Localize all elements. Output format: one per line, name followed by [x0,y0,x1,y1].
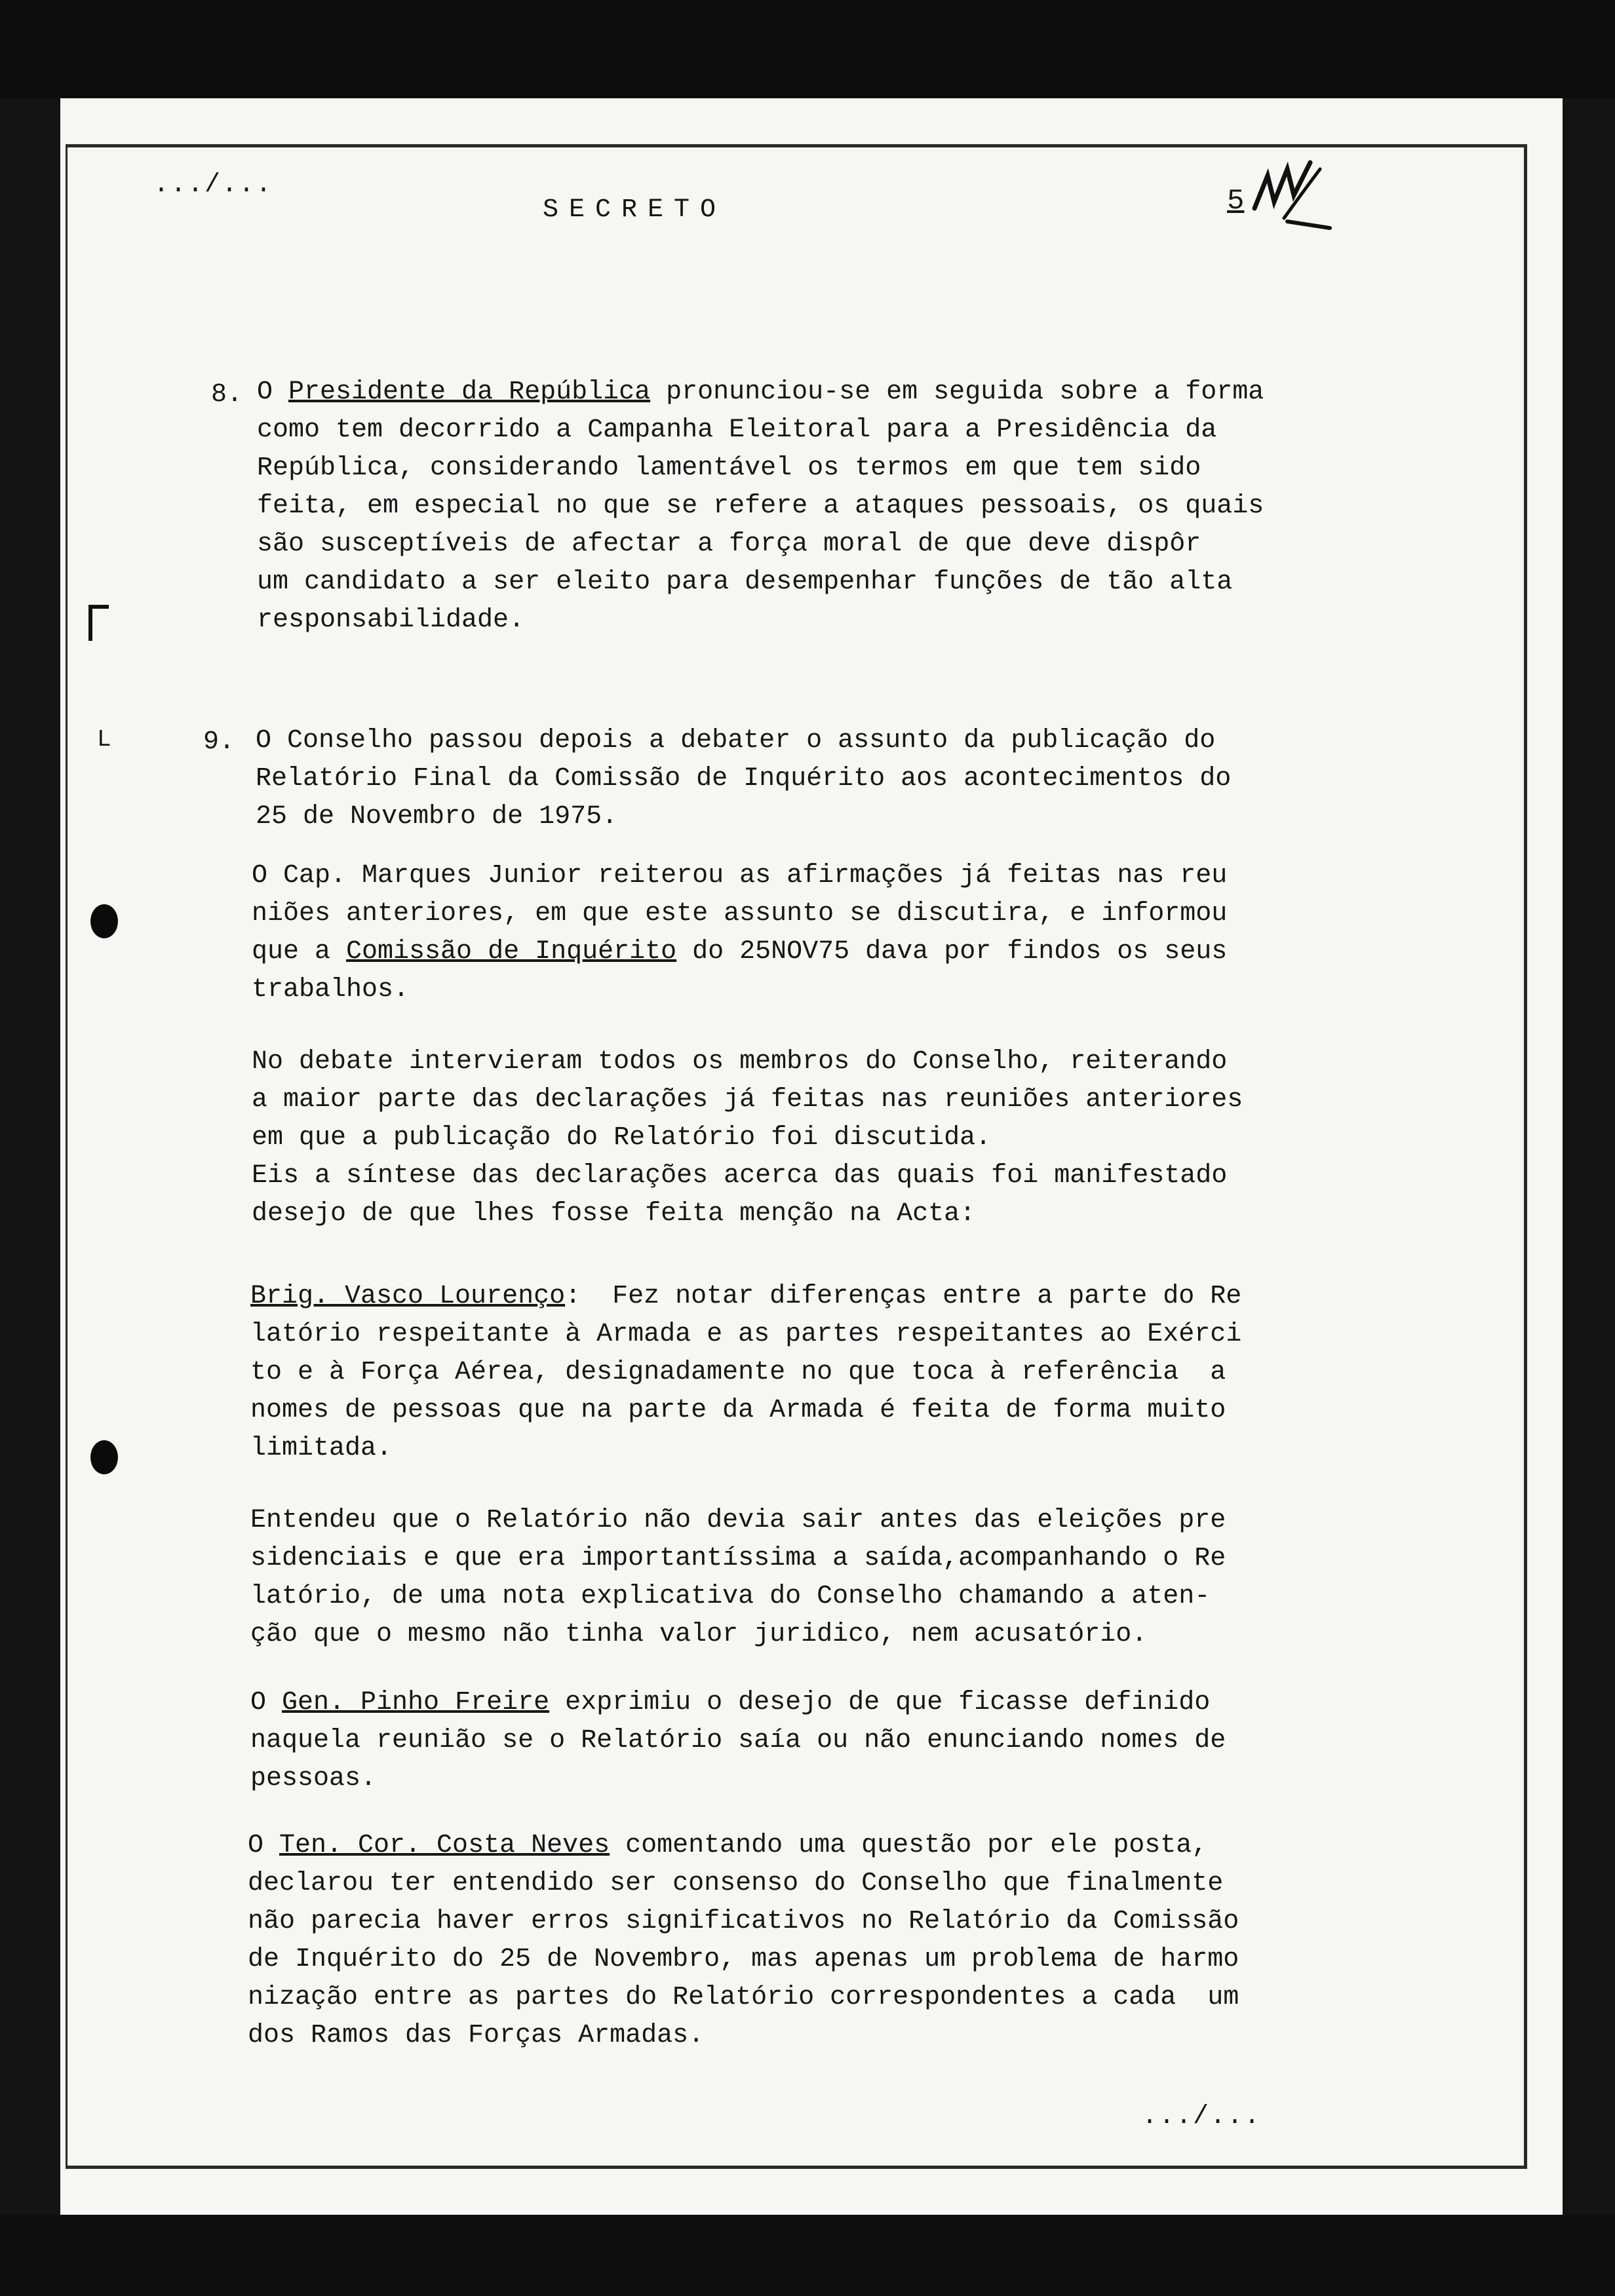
paragraph-line: nização entre as partes do Relatório correspondentes a cada um [248,1983,1239,2012]
paragraph-line: pessoas. [250,1764,377,1793]
paragraph-8-line: responsabilidade. [257,605,525,635]
paragraph-line: limitada. [250,1434,393,1463]
paragraph-line: Eis a síntese das declarações acerca das quais foi manifestado [252,1161,1228,1191]
paragraph-number-9: 9. [203,727,235,757]
speaker-name: Brig. Vasco Lourenço [250,1282,566,1311]
commission-reference: Comissão de Inquérito [346,937,677,966]
paragraph-line: em que a publicação do Relatório foi discutida. [252,1123,992,1153]
paragraph-line: declarou ter entendido ser consenso do Conselho que finalmente [248,1869,1224,1898]
paragraph-9-line: 25 de Novembro de 1975. [256,802,618,832]
paragraph-debate [252,1043,1243,1233]
paragraph-line: O Ten. Cor. Costa Neves comentando uma questão por ele posta, [248,1831,1208,1860]
punch-hole [90,904,118,938]
paragraph-marques-junior [252,857,1227,1009]
punch-hole [90,1440,118,1474]
speaker-name: Ten. Cor. Costa Neves [279,1831,610,1860]
president-reference: Presidente da República [288,377,651,407]
paragraph-costa-neves [248,1827,1239,2055]
paragraph-line: to e à Força Aérea, designadamente no que toca à referência a [250,1358,1226,1387]
bracket-mark-icon [87,603,113,642]
paragraph-line: de Inquérito do 25 de Novembro, mas apenas um problema de harmo [248,1945,1239,1974]
paragraph-line: desejo de que lhes fosse feita menção na Acta: [252,1199,976,1229]
paragraph-line: nomes de pessoas que na parte da Armada é feita de forma muito [250,1396,1226,1425]
paragraph-line: não parecia haver erros significativos no Relatório da Comissão [248,1907,1239,1936]
speaker-name: Gen. Pinho Freire [282,1688,550,1717]
paragraph-9-line: O Conselho passou depois a debater o assunto da publicação do [256,726,1216,756]
margin-mark-icon: L [97,726,111,753]
paragraph-line: a maior parte das declarações já feitas nas reuniões anteriores [252,1085,1243,1115]
paragraph-8-line: são susceptíveis de afectar a força moral de que deve dispôr [257,529,1201,559]
paragraph-pinho-freire [250,1684,1226,1798]
paragraph-8-line: como tem decorrido a Campanha Eleitoral para a Presidência da [257,415,1217,445]
continuation-top: .../... [153,170,273,200]
paragraph-line: que a Comissão de Inquérito do 25NOV75 dava por findos os seus [252,937,1228,966]
paragraph-line: O Cap. Marques Junior reiterou as afirmações já feitas nas reu [252,861,1228,890]
paragraph-line: trabalhos. [252,975,410,1004]
paragraph-8-line: O Presidente da República pronunciou-se em seguida sobre a forma [257,377,1264,407]
classification-header: SECRETO [543,195,727,225]
paragraph-vasco-lourenco-2 [250,1502,1226,1654]
handwritten-initials-icon [1248,156,1334,235]
paragraph-line: latório, de uma nota explicativa do Conselho chamando a aten- [250,1582,1211,1611]
scan-top-edge [0,0,1615,98]
paragraph-line: naquela reunião se o Relatório saía ou não enunciando nomes de [250,1726,1226,1755]
paragraph-8-line: República, considerando lamentável os termos em que tem sido [257,453,1201,483]
page-number: 5 [1227,185,1245,218]
paragraph-line: latório respeitante à Armada e as partes respeitantes ao Exérci [250,1320,1242,1349]
paragraph-8 [257,373,1264,640]
paragraph-9-line: Relatório Final da Comissão de Inquérito aos acontecimentos do [256,764,1232,794]
paragraph-line: Brig. Vasco Lourenço: Fez notar diferenças entre a parte do Re [250,1282,1242,1311]
paragraph-line: O Gen. Pinho Freire exprimiu o desejo de que ficasse definido [250,1688,1211,1717]
continuation-bottom: .../... [1142,2102,1262,2132]
scan-bottom-edge [0,2215,1615,2296]
paragraph-8-line: feita, em especial no que se refere a ataques pessoais, os quais [257,491,1264,521]
paragraph-vasco-lourenco [250,1278,1241,1468]
paragraph-line: dos Ramos das Forças Armadas. [248,2021,705,2050]
paragraph-line: ção que o mesmo não tinha valor juridico, nem acusatório. [250,1620,1148,1649]
paragraph-line: Entendeu que o Relatório não devia sair antes das eleições pre [250,1506,1226,1535]
paragraph-number-8: 8. [211,380,243,410]
paragraph-9-intro [256,722,1231,836]
paragraph-line: niões anteriores, em que este assunto se discutira, e informou [252,899,1228,928]
paragraph-line: sidenciais e que era importantíssima a saída,acompanhando o Re [250,1544,1226,1573]
paragraph-8-line: um candidato a ser eleito para desempenhar funções de tão alta [257,567,1233,597]
paragraph-line: No debate intervieram todos os membros do Conselho, reiterando [252,1047,1228,1077]
